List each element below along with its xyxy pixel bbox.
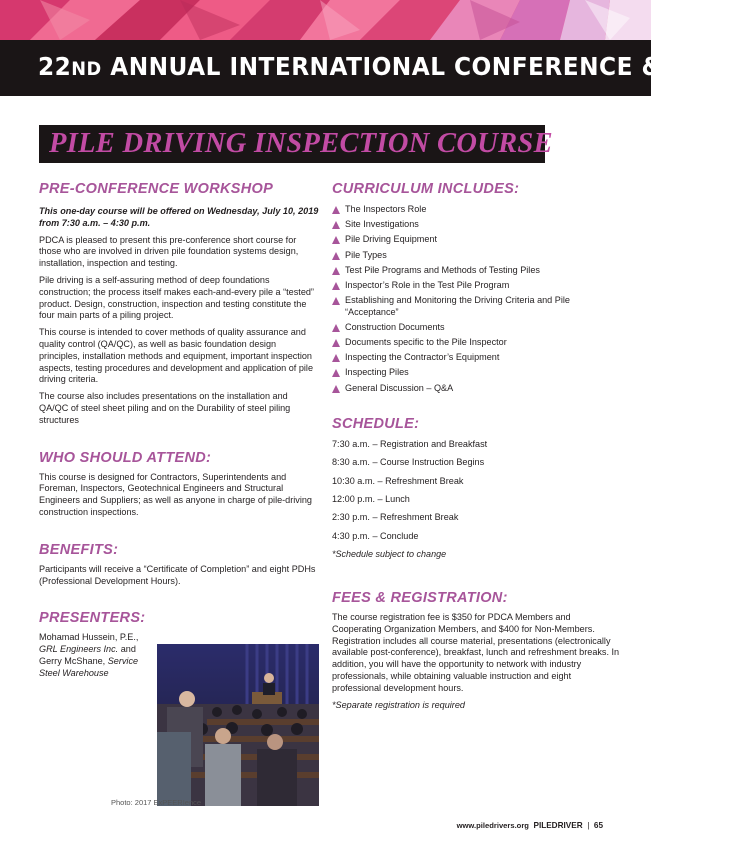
fees-heading: FEES & REGISTRATION: <box>332 589 508 606</box>
list-item: Inspector’s Role in the Test Pile Program <box>332 280 622 292</box>
list-item: The Inspectors Role <box>332 204 622 216</box>
magazine-name: PILEDRIVER <box>533 821 583 830</box>
course-date: This one-day course will be offered on Wednesday, July 10, 2019 from 7:30 a.m. – 4:30 p.m. <box>39 206 319 228</box>
schedule-heading: SCHEDULE: <box>332 415 420 432</box>
list-item: Site Investigations <box>332 219 622 231</box>
triangle-bullet-icon <box>332 236 340 244</box>
schedule-item: 4:30 p.m. – Conclude <box>332 530 419 541</box>
header-pattern <box>0 0 651 40</box>
presenter-name: Gerry McShane, <box>39 655 108 666</box>
schedule-item: 12:00 p.m. – Lunch <box>332 494 410 505</box>
page-number: 65 <box>593 821 603 830</box>
triangle-bullet-icon <box>332 385 340 393</box>
page-footer <box>457 821 603 830</box>
course-title-box <box>39 125 553 163</box>
benefits-heading: BENEFITS: <box>39 541 119 558</box>
fees-note: *Separate registration is required <box>332 699 465 710</box>
right-column <box>332 180 622 711</box>
triangle-bullet-icon <box>332 297 340 305</box>
schedule-item: 10:30 a.m. – Refreshment Break <box>332 475 464 486</box>
pre-conference-heading: PRE-CONFERENCE WORKSHOP <box>39 181 274 197</box>
schedule-item: 7:30 a.m. – Registration and Breakfast <box>332 438 488 449</box>
triangle-bullet-icon <box>332 252 340 260</box>
course-title: PILE DRIVING INSPECTION COURSE <box>49 128 553 159</box>
curriculum-list <box>332 204 622 394</box>
who-should-attend-heading: WHO SHOULD ATTEND: <box>39 449 212 466</box>
triangle-bullet-icon <box>332 282 340 290</box>
schedule-note: *Schedule subject to change <box>332 549 447 560</box>
triangle-bullet-icon <box>332 339 340 347</box>
list-item: Test Pile Programs and Methods of Testing Piles <box>332 265 622 277</box>
presenter-name: Mohamad Hussein, P.E., <box>39 632 139 643</box>
footer-separator: | <box>587 821 590 830</box>
left-column <box>39 180 319 680</box>
presenters-text: Mohamad Hussein, P.E., GRL Engineers Inc. and Gerry McShane, Service Steel Warehouse <box>39 632 139 678</box>
list-item: Pile Types <box>332 250 622 262</box>
presenter-org: GRL Engineers Inc. <box>39 644 119 655</box>
fees-text: The course registration fee is $350 for PDCA Members and Cooperating Organization Members, and $400 for Non-Members. Registration includes all course material, presentations (electronically available post-conference), breakfast, lunch and refreshment breaks. In addition, you will have the opportunity to network with industry professionals, while obtaining valuable instruction and eight professional development hours. <box>332 611 620 693</box>
list-item: General Discussion – Q&A <box>332 383 622 395</box>
list-item: Documents specific to the Pile Inspector <box>332 337 622 349</box>
conference-banner <box>0 40 743 96</box>
list-item: Construction Documents <box>332 322 622 334</box>
sheet-piling-paragraph: The course also includes presentations on the installation and QA/QC of steel sheet piling and on the Durability of steel piling structures <box>39 391 291 425</box>
triangle-bullet-icon <box>332 354 340 362</box>
triangle-bullet-icon <box>332 221 340 229</box>
pile-driving-paragraph: Pile driving is a self-assuring method of deep foundations construction; the process itself makes each-and-every pile a “tested” product. Design, construction, inspection and testing constitute the four main parts of a piling project. <box>39 274 314 321</box>
benefits-text: Participants will receive a “Certificate of Completion” and eight PDHs (Professional Development Hours). <box>39 563 316 586</box>
conference-photo <box>157 644 319 806</box>
presenters-heading: PRESENTERS: <box>39 610 146 627</box>
list-item: Establishing and Monitoring the Driving Criteria and Pile “Acceptance” <box>332 295 622 318</box>
footer-url: www.piledrivers.org <box>456 821 529 830</box>
triangle-bullet-icon <box>332 206 340 214</box>
list-item: Inspecting Piles <box>332 367 622 379</box>
schedule-item: 8:30 a.m. – Course Instruction Begins <box>332 457 485 468</box>
triangle-bullet-icon <box>332 369 340 377</box>
schedule-item: 2:30 p.m. – Refreshment Break <box>332 512 459 523</box>
triangle-bullet-icon <box>332 267 340 275</box>
who-should-attend-text: This course is designed for Contractors, Superintendents and Foreman, Inspectors, Geotechnical Engineers and Structural Engineers and Suppliers; as well as anyone in charge of pile-driving construction inspections. <box>39 471 312 517</box>
conference-title: 22ND ANNUAL INTERNATIONAL CONFERENCE & EXPO <box>38 52 743 81</box>
list-item: Inspecting the Contractor’s Equipment <box>332 352 622 364</box>
triangle-bullet-icon <box>332 324 340 332</box>
photo-credit: Photo: 2017 ExPEERIence <box>111 798 202 807</box>
intro-paragraph: PDCA is pleased to present this pre-conference short course for those who are involved in driven pile foundation systems design, installation, inspection and testing. <box>39 234 299 269</box>
presenter-org: Service Steel Warehouse <box>39 655 139 678</box>
list-item: Pile Driving Equipment <box>332 234 622 246</box>
curriculum-heading: CURRICULUM INCLUDES: <box>332 181 520 197</box>
course-scope-paragraph: This course is intended to cover methods of quality assurance and quality control (QA/QC), as well as basic foundation design principles, installation methods and equipment, important inspection aspects, testing procedures and development and application of pile driving criteria. <box>39 327 314 385</box>
schedule-list <box>332 439 622 561</box>
